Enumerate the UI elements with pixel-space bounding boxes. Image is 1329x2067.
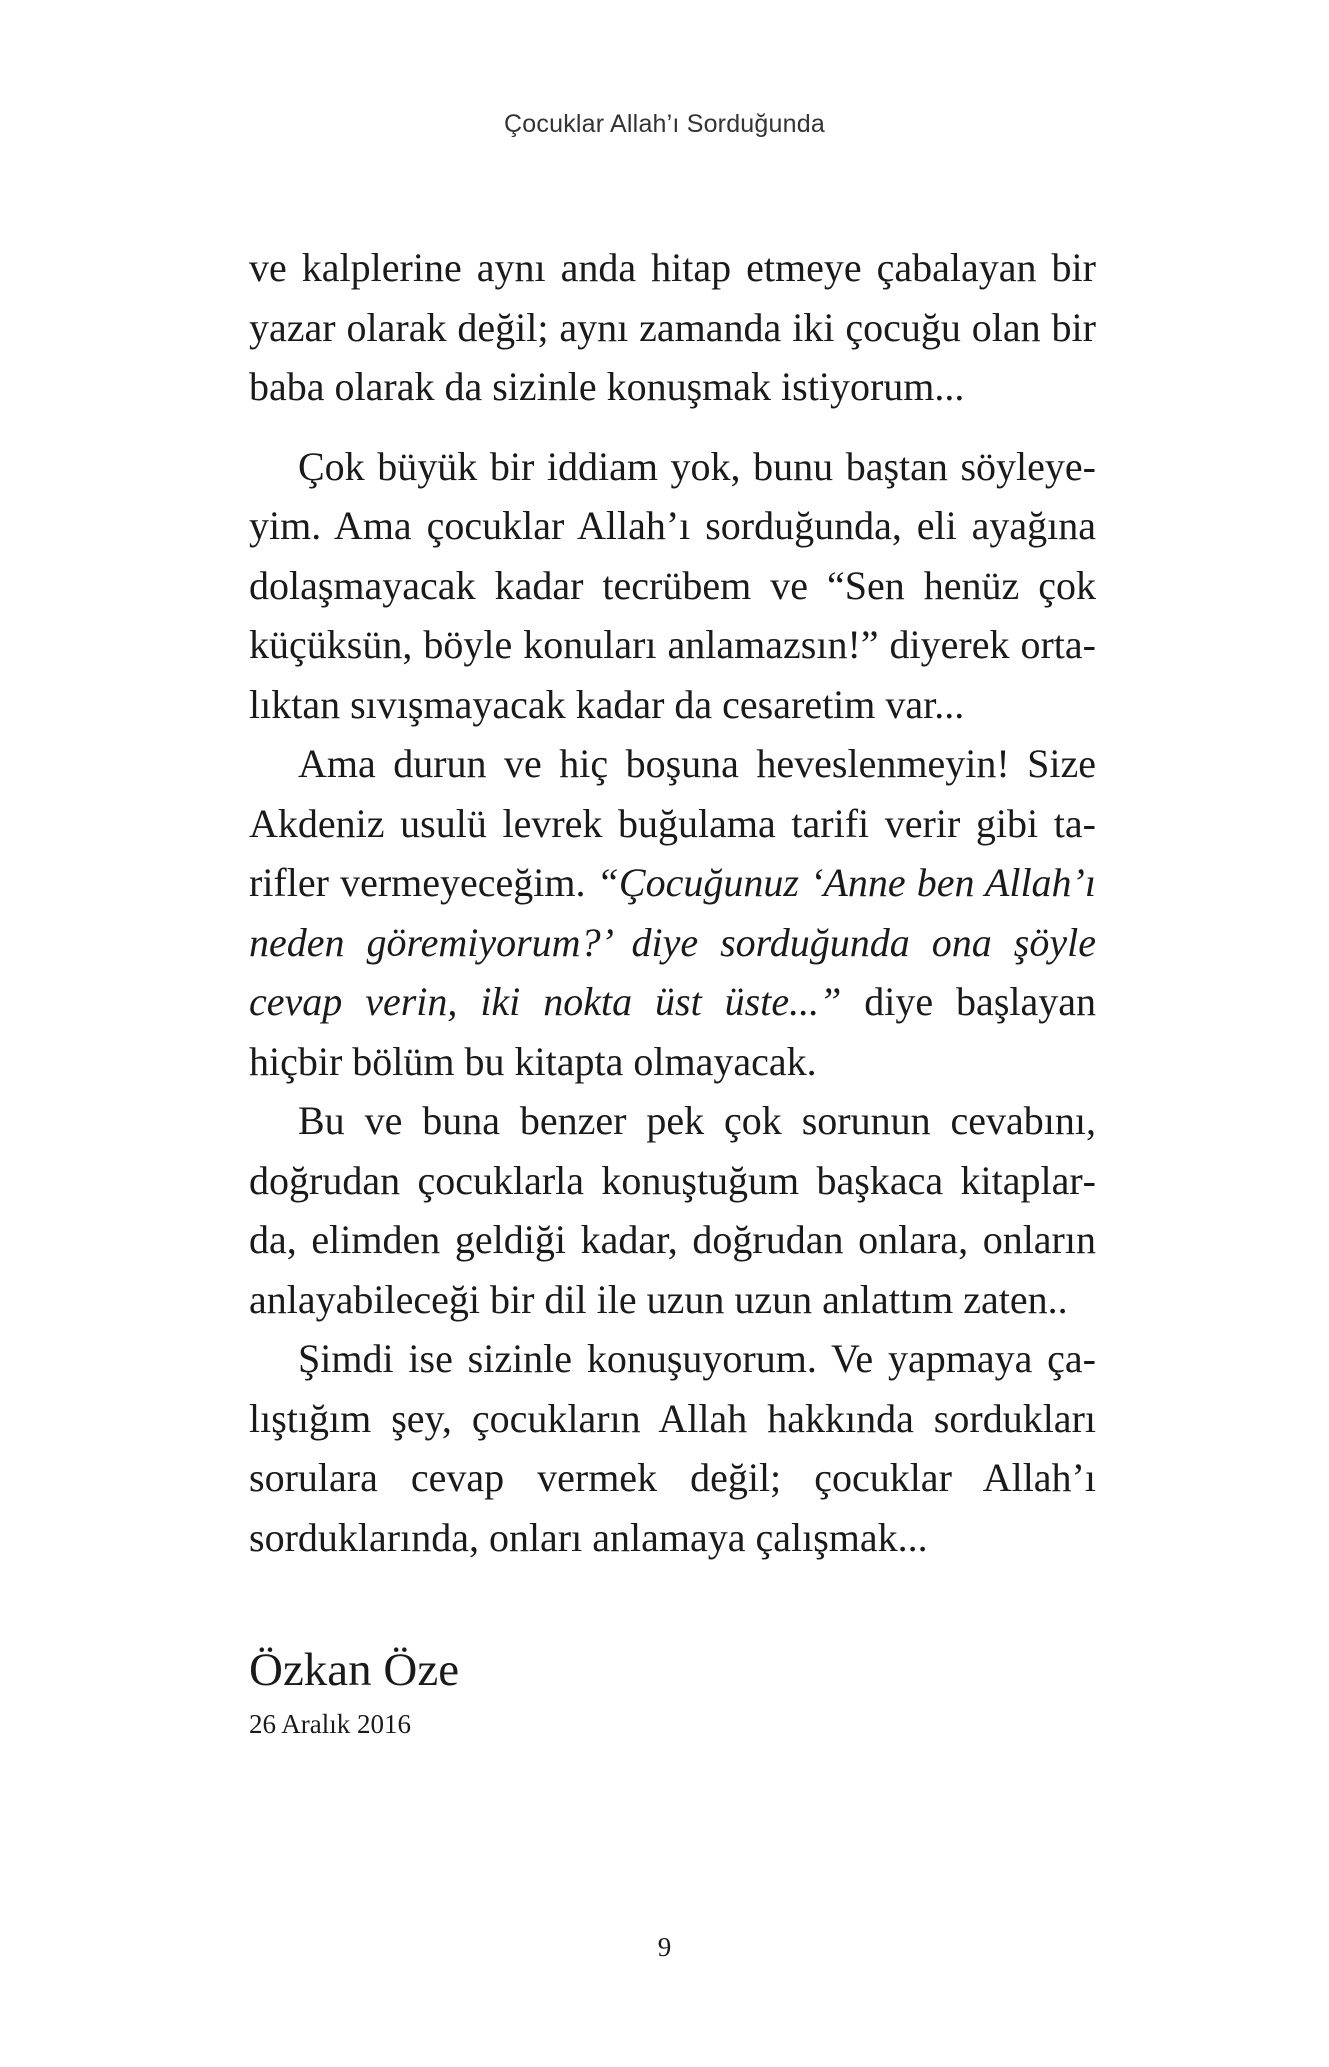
paragraph-5: Şimdi ise sizinle konuşuyorum. Ve yapmaya çalıştığım şey, çocukların Allah hakkında sordukları sorulara cevap vermek değil; çocuklar Allah’ı sorduklarında, onları anlamaya çalışmak... (249, 1336, 1096, 1560)
signature-block (249, 1642, 459, 1742)
page-number: 9 (657, 1932, 672, 1962)
paragraph-1: ve kalplerine aynı anda hitap etmeye çabalayan bir yazar olarak değil; aynı zamanda iki çocuğu olan bir baba olarak da sizinle konuşmak istiyorum... (249, 245, 1096, 409)
paragraph-3 (249, 734, 1096, 1091)
signature-date: 26 Aralık 2016 (249, 1709, 411, 1739)
author-name: Özkan Öze (249, 1644, 460, 1696)
paragraph-3-tail: diye başlayan hiçbir bölüm bu kitapta olmayacak. (249, 979, 1097, 1084)
paragraph-4: Bu ve buna benzer pek çok sorunun cevabını, doğrudan çocuklarla konuştuğum başkaca kitaplarda, elimden geldiği kadar, doğrudan onlara, onların anlayabileceği bir dil ile uzun uzun anlattım zaten.. (249, 1098, 1096, 1322)
body-text (249, 238, 1096, 1567)
paragraph-3-italic-quote: “Çocuğunuz ‘Anne ben Allah’ı neden göremiyorum?’ diye sorduğunda ona şöyle cevap verin, iki nokta üst üste...” (249, 860, 1096, 1024)
paragraph-3-lead: Ama durun ve hiç boşuna heveslenmeyin! Size Akdeniz usulü levrek buğulama tarifi verir gibi tarifler vermeyeceğim. (249, 741, 1096, 905)
running-header: Çocuklar Allah’ı Sorduğunda (504, 110, 825, 138)
paragraph-2: Çok büyük bir iddiam yok, bunu baştan söyleyeyim. Ama çocuklar Allah’ı sorduğunda, eli ayağına dolaşmayacak kadar tecrübem ve “Sen henüz çok küçüksün, böyle konuları anlamazsın!” diyerek ortalıktan sıvışmayacak kadar da cesaretim var... (249, 443, 1096, 727)
